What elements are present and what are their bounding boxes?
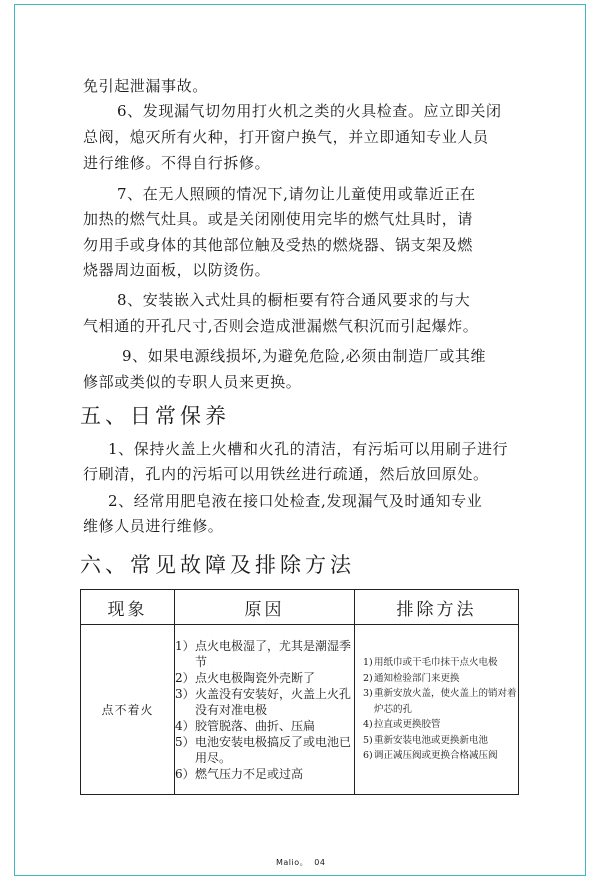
paragraph-line: 总阀，熄灭所有火种，打开窗户换气，并立即通知专业人员	[83, 128, 489, 146]
header-symptom: 现象	[81, 590, 175, 625]
remedy-text: 调正减压阀或更换合格减压阀	[374, 750, 498, 762]
remedy-number: 4)	[363, 719, 373, 731]
remedy-item	[363, 733, 518, 749]
cause-item	[175, 670, 354, 686]
header-remedy: 排除方法	[355, 590, 519, 625]
paragraph-line: 烧器周边面板，以防烫伤。	[83, 261, 271, 279]
cause-item	[175, 766, 354, 782]
remedy-number: 6)	[363, 750, 373, 762]
cause-text: 胶管脱落、曲折、压扁	[195, 718, 316, 733]
cause-item	[175, 638, 354, 670]
header-cause: 原因	[175, 590, 355, 625]
cause-number: 4）	[175, 718, 195, 733]
remedy-item	[363, 717, 518, 733]
paragraph-line: 7、在无人照顾的情况下,请勿让儿童使用或靠近正在	[117, 185, 476, 203]
cause-text: 点火电极湿了，尤其是潮湿季节	[195, 638, 352, 669]
causes-cell	[175, 625, 355, 795]
remedy-number: 3)	[363, 688, 373, 700]
paragraph-line: 行刷清，孔内的污垢可以用铁丝进行疏通，然后放回原处。	[83, 465, 489, 483]
remedy-number: 2)	[363, 672, 373, 684]
page-number: 04	[314, 858, 326, 867]
symptom-cell: 点不着火	[81, 625, 175, 795]
remedy-text: 用纸巾或干毛巾抹干点火电极	[374, 657, 498, 669]
paragraph-line: 修部或类似的专职人员来更换。	[83, 373, 302, 391]
section-heading-troubleshooting: 六、常见故障及排除方法	[80, 553, 355, 577]
table-header-row	[81, 590, 519, 625]
remedy-text: 重新安装电池或更换新电池	[374, 734, 489, 746]
paragraph-line: 9、如果电源线损坏,为避免危险,必须由制造厂或其维	[122, 347, 487, 365]
remedy-text: 拉直或更换胶管	[374, 719, 441, 731]
section-heading-daily-maintenance: 五、日常保养	[80, 404, 230, 428]
remedy-item	[363, 686, 518, 717]
cause-text: 燃气压力不足或过高	[195, 766, 304, 781]
remedies-cell	[355, 625, 519, 795]
paragraph-line: 6、发现漏气切勿用打火机之类的火具检查。应立即关闭	[117, 102, 502, 120]
paragraph-line: 进行维修。不得自行拆修。	[83, 154, 271, 172]
cause-text: 点火电极陶瓷外壳断了	[195, 670, 316, 685]
remedy-item	[363, 671, 518, 687]
cause-number: 5）	[175, 734, 195, 749]
paragraph-line: 2、经常用肥皂液在接口处检查,发现漏气及时通知专业	[108, 492, 483, 510]
paragraph-line: 1、保持火盖上火槽和火孔的清洁，有污垢可以用刷子进行	[108, 440, 509, 458]
remedy-item	[363, 655, 518, 671]
remedy-number: 1)	[363, 657, 373, 669]
footer-brand: Malio。	[276, 858, 309, 867]
page-footer	[276, 857, 325, 868]
table-row	[81, 625, 519, 795]
paragraph-line: 加热的燃气灶具。或是关闭刚使用完毕的燃气灶具时，请	[83, 210, 474, 228]
paragraph-line: 维修人员进行维修。	[83, 517, 224, 535]
paragraph-line: 免引起泄漏事故。	[83, 77, 208, 95]
cause-item	[175, 718, 354, 734]
cause-number: 1）	[175, 638, 195, 653]
cause-number: 6）	[175, 766, 195, 781]
cause-text: 电池安装电极搞反了或电池已用尽。	[195, 734, 352, 765]
cause-item	[175, 734, 354, 766]
remedy-item	[363, 748, 518, 764]
remedy-text: 通知检验部门来更换	[374, 672, 460, 684]
cause-text: 火盖没有安装好，火盖上火孔没有对准电极	[195, 686, 352, 717]
cause-item	[175, 686, 354, 718]
remedy-text: 重新安放火盖，使火盖上的销对着炉芯的孔	[374, 688, 517, 715]
cause-number: 2）	[175, 670, 195, 685]
remedies-list	[355, 655, 518, 764]
cause-number: 3）	[175, 686, 195, 701]
causes-list	[175, 638, 354, 782]
paragraph-line: 8、安装嵌入式灶具的橱柜要有符合通风要求的与大	[117, 291, 471, 309]
remedy-number: 5)	[363, 734, 373, 746]
troubleshooting-table	[80, 589, 519, 795]
paragraph-line: 勿用手或身体的其他部位触及受热的燃烧器、锅支架及燃	[83, 236, 474, 254]
paragraph-line: 气相通的开孔尺寸,否则会造成泄漏燃气积沉而引起爆炸。	[83, 317, 479, 335]
